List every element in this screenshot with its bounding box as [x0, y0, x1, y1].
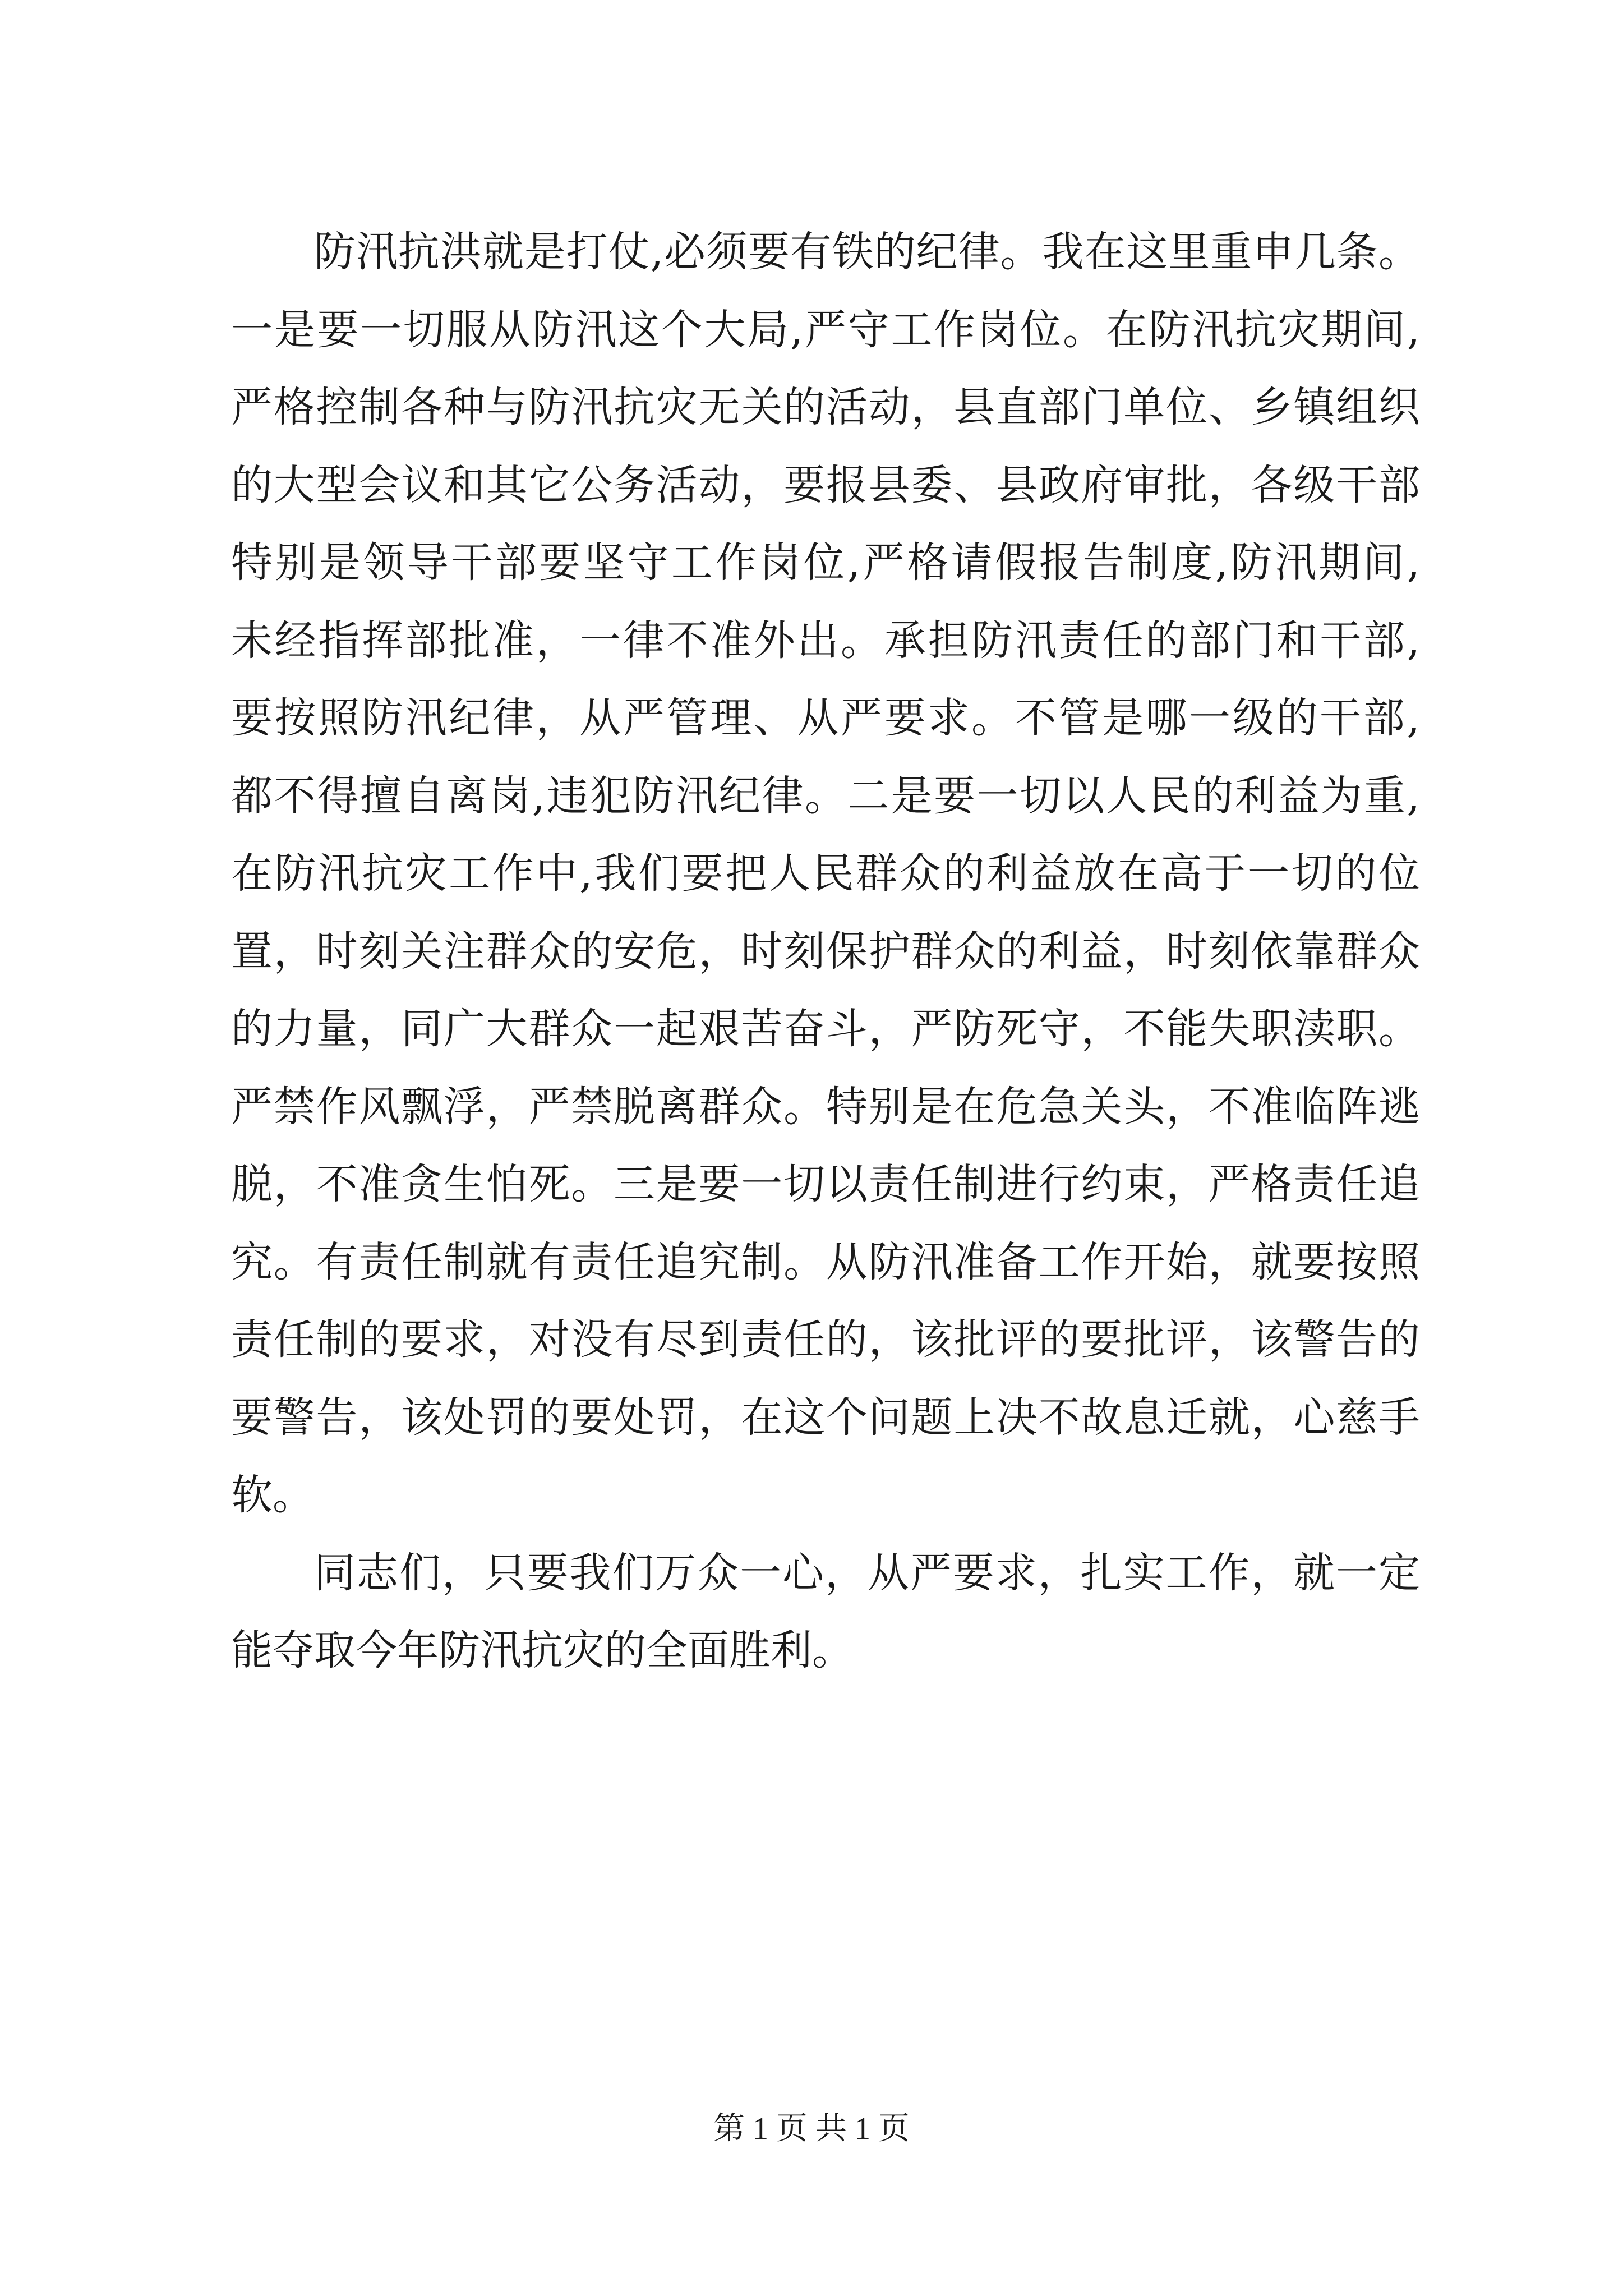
page-footer [0, 2109, 1623, 2148]
text-line: 未经指挥部批准，一律不准外出。承担防汛责任的部门和干部, [231, 616, 1420, 665]
text-line: 的力量，同广大群众一起艰苦奋斗，严防死守，不能失职渎职。 [231, 1005, 1420, 1053]
text-line: 一是要一切服从防汛这个大局,严守工作岗位。在防汛抗灾期间, [231, 305, 1420, 354]
paragraph-2 [231, 1534, 1420, 1690]
text-line: 严禁作风飘浮，严禁脱离群众。特别是在危急关头，不准临阵逃 [231, 1082, 1420, 1131]
text-line: 置，时刻关注群众的安危，时刻保护群众的利益，时刻依靠群众 [231, 927, 1420, 976]
text-line: 在防汛抗灾工作中,我们要把人民群众的利益放在高于一切的位 [231, 849, 1420, 898]
text-line: 同志们，只要我们万众一心，从严要求，扎实工作，就一定 [314, 1548, 1420, 1597]
text-line: 脱，不准贪生怕死。三是要一切以责任制进行约束，严格责任追 [231, 1160, 1420, 1208]
text-line: 要按照防汛纪律，从严管理、从严要求。不管是哪一级的干部, [231, 694, 1420, 742]
text-line: 能夺取今年防汛抗灾的全面胜利。 [231, 1626, 854, 1674]
document-body [231, 213, 1420, 1690]
text-line: 防汛抗洪就是打仗,必须要有铁的纪律。我在这里重申几条。 [314, 228, 1420, 276]
text-line: 要警告，该处罚的要处罚，在这个问题上决不故息迁就，心慈手 [231, 1393, 1420, 1442]
page-number-label: 第 1 页 共 1 页 [713, 2111, 910, 2146]
paragraph-1 [231, 213, 1420, 1534]
text-line: 都不得擅自离岗,违犯防汛纪律。二是要一切以人民的利益为重, [231, 771, 1420, 820]
text-line: 软。 [231, 1471, 314, 1519]
text-line: 严格控制各种与防汛抗灾无关的活动，县直部门单位、乡镇组织 [231, 383, 1420, 431]
text-line: 的大型会议和其它公务活动，要报县委、县政府审批，各级干部 [231, 461, 1420, 509]
text-line: 特别是领导干部要坚守工作岗位,严格请假报告制度,防汛期间, [231, 539, 1420, 587]
text-line: 究。有责任制就有责任追究制。从防汛准备工作开始，就要按照 [231, 1237, 1420, 1286]
text-line: 责任制的要求，对没有尽到责任的，该批评的要批评，该警告的 [231, 1315, 1420, 1364]
